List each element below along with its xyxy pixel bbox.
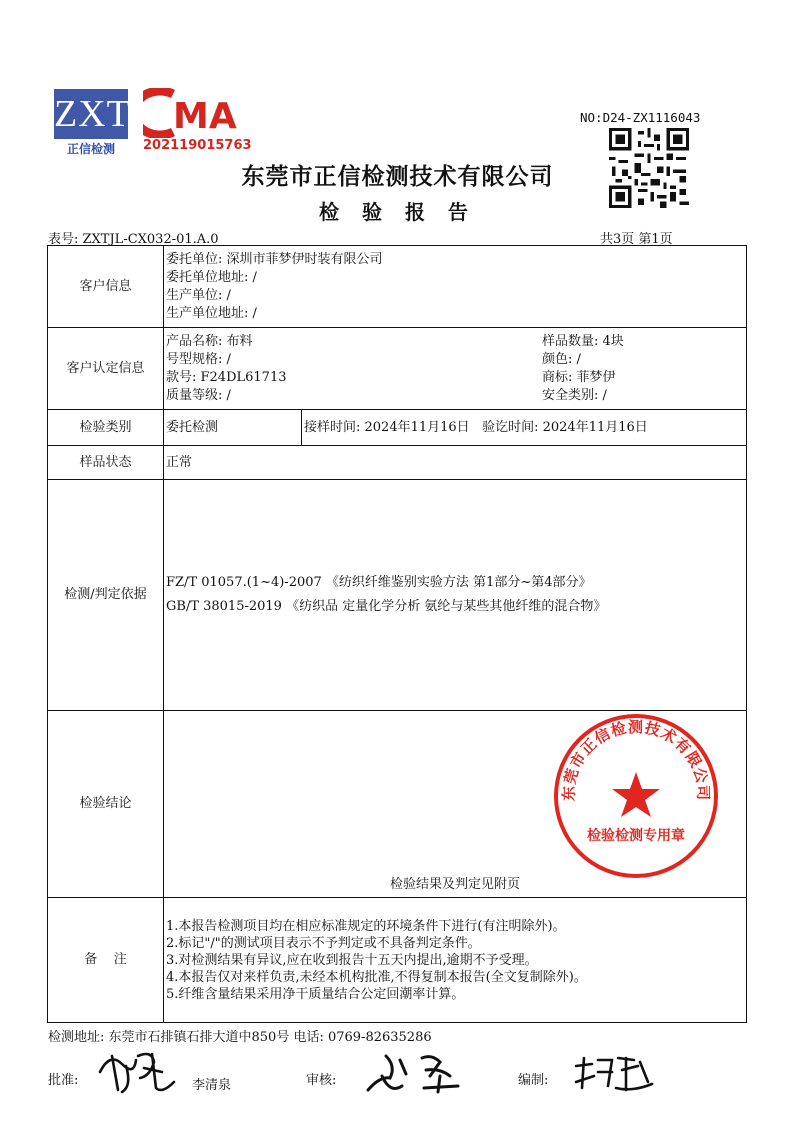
sample-state-row	[48, 446, 747, 480]
approve-signature	[92, 1042, 192, 1098]
received-date: 接样时间: 2024年11月16日	[304, 419, 470, 435]
basis-label: 检测/判定依据	[48, 480, 164, 711]
notes-content	[164, 898, 747, 1023]
official-seal	[552, 712, 720, 880]
zxt-logo-subtitle: 正信检测	[66, 142, 115, 156]
conclusion-text: 检验结果及判定见附页	[389, 877, 520, 892]
test-address: 检测地址: 东莞市石排镇石排大道中850号 电话: 0769-82635286	[48, 1030, 432, 1045]
notes-label: 备 注	[48, 898, 164, 1023]
report-table	[47, 245, 747, 1023]
client-info-row	[48, 246, 747, 328]
basis-content	[164, 480, 747, 711]
basis-row	[48, 480, 747, 711]
style-number-field: 款号: F24DL61713	[166, 369, 287, 385]
cma-logo-text: MA	[173, 96, 237, 137]
client-info-label: 客户信息	[48, 246, 164, 328]
conclusion-label: 检验结论	[48, 711, 164, 898]
client-confirm-row	[48, 328, 747, 410]
inspection-type-value: 委托检测	[164, 410, 302, 446]
cma-logo	[143, 88, 243, 138]
inspection-dates	[302, 410, 747, 446]
note-line: 2.标记"/"的测试项目表示不予判定或不具备判定条件。	[166, 935, 481, 951]
note-line: 1.本报告检测项目均在相应标准规定的环境条件下进行(有注明除外)。	[166, 918, 566, 934]
client-confirm-label: 客户认定信息	[48, 328, 164, 410]
seal-star-icon	[612, 772, 660, 817]
sample-state-value: 正常	[164, 446, 747, 480]
client-info-content	[164, 246, 747, 328]
inspection-type-row	[48, 410, 747, 446]
review-signature	[360, 1046, 470, 1100]
client-info-line: 委托单位: 深圳市菲梦伊时装有限公司	[166, 251, 383, 267]
approve-name: 李清泉	[192, 1078, 232, 1093]
client-info-line: 生产单位地址: /	[166, 305, 257, 321]
spec-field: 号型规格: /	[166, 351, 231, 367]
seal-top-text: 东莞市正信检测技术有限公司	[559, 718, 713, 802]
client-info-line: 生产单位: /	[166, 287, 231, 303]
standard-line: FZ/T 01057.(1~4)-2007 《纺织纤维鉴别实验方法 第1部分~第4部分》	[166, 575, 592, 590]
cma-number: 202119015763	[143, 138, 252, 153]
review-label: 审核:	[306, 1073, 337, 1088]
seal-bottom-text: 检验检测专用章	[587, 828, 685, 844]
form-number: 表号: ZXTJL-CX032-01.A.0	[48, 232, 219, 247]
approve-label: 批准:	[48, 1073, 79, 1088]
color-field: 颜色: /	[542, 351, 581, 367]
compile-label: 编制:	[518, 1073, 549, 1088]
report-number: NO:D24-ZX1116043	[580, 110, 701, 125]
page-info: 共3页 第1页	[600, 232, 673, 247]
standard-line: GB/T 38015-2019 《纺织品 定量化学分析 氨纶与某些其他纤维的混合物》	[166, 599, 607, 614]
product-field: 产品名称: 布料	[166, 333, 253, 349]
completed-date: 验讫时间: 2024年11月16日	[482, 419, 648, 435]
note-line: 3.对检测结果有异议,应在收到报告十五天内提出,逾期不予受理。	[166, 952, 538, 968]
notes-row	[48, 898, 747, 1023]
note-line: 4.本报告仅对来样负责,未经本机构批准,不得复制本报告(全文复制除外)。	[166, 969, 587, 985]
sample-state-label: 样品状态	[48, 446, 164, 480]
inspection-type-label: 检验类别	[48, 410, 164, 446]
note-line: 5.纤维含量结果采用净干质量结合公定回潮率计算。	[166, 986, 465, 1002]
client-confirm-content	[164, 328, 747, 410]
brand-field: 商标: 菲梦伊	[542, 369, 616, 385]
sample-quantity-field: 样品数量: 4块	[542, 333, 624, 349]
company-name: 东莞市正信检测技术有限公司	[241, 164, 554, 190]
quality-grade-field: 质量等级: /	[166, 387, 231, 403]
safety-category-field: 安全类别: /	[542, 387, 607, 403]
client-info-line: 委托单位地址: /	[166, 269, 257, 285]
compile-signature	[572, 1052, 656, 1096]
zxt-logo: ZXT	[54, 89, 128, 139]
document-title: 检 验 报 告	[319, 200, 476, 224]
